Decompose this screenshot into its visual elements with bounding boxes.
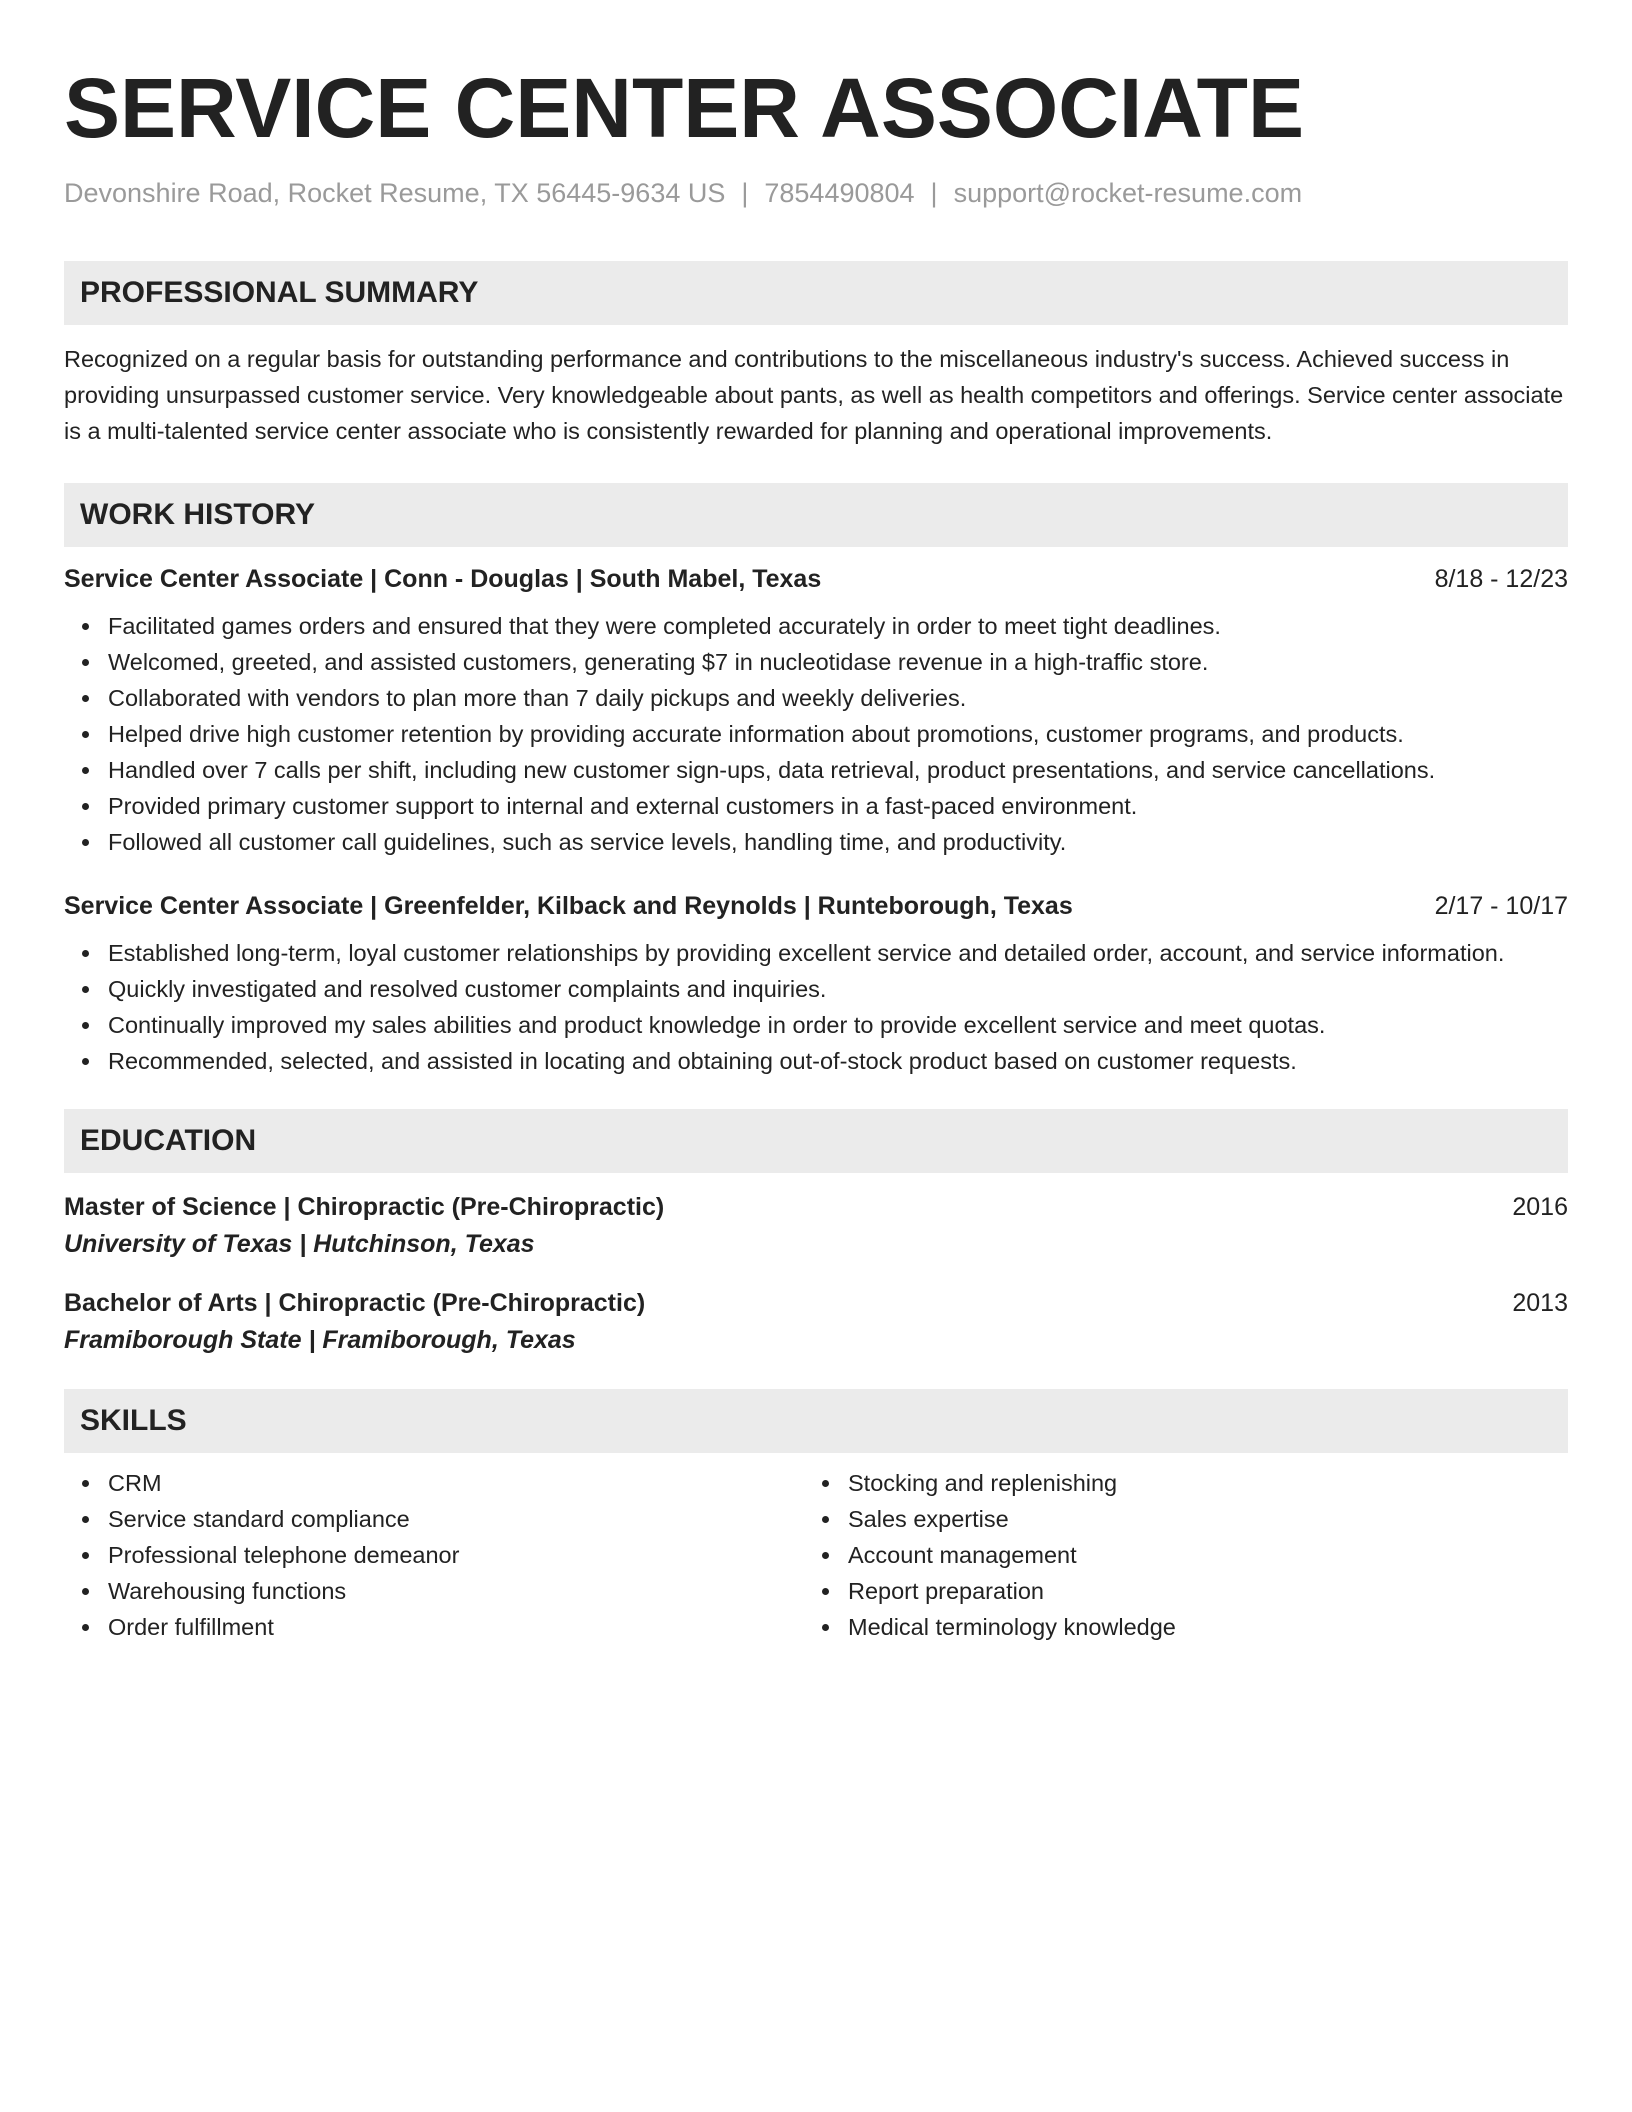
skill-item: Account management [848, 1537, 1568, 1573]
job-dates: 2/17 - 10/17 [1434, 892, 1568, 920]
skill-item: Order fulfillment [108, 1609, 804, 1645]
education-entry [64, 1193, 1568, 1259]
contact-separator: | [741, 178, 749, 208]
contact-separator: | [930, 178, 938, 208]
job-bullets [64, 608, 1568, 860]
education-degree: Bachelor of Arts | Chiropractic (Pre-Chiropractic) [64, 1289, 646, 1317]
section-header-education: EDUCATION [64, 1109, 1568, 1173]
section-header-work-history: WORK HISTORY [64, 483, 1568, 547]
job-entry [64, 565, 1568, 860]
education-school: University of Texas | Hutchinson, Texas [64, 1230, 535, 1258]
job-entry [64, 892, 1568, 1079]
job-title: Service Center Associate | Conn - Douglas | South Mabel, Texas [64, 565, 822, 593]
job-bullet: Welcomed, greeted, and assisted customers, generating $7 in nucleotidase revenue in a high-traffic store. [108, 644, 1568, 680]
education-year: 2013 [1512, 1289, 1568, 1317]
job-bullet: Continually improved my sales abilities and product knowledge in order to provide excellent service and meet quotas. [108, 1007, 1568, 1043]
job-bullet: Quickly investigated and resolved customer complaints and inquiries. [108, 971, 1568, 1007]
summary-text: Recognized on a regular basis for outstanding performance and contributions to the miscellaneous industry's success. Achieved success in providing unsurpassed customer service. Very knowledgeable about pants, as well as health competitors and offerings. Service center associate is a multi-talented service center associate who is consistently rewarded for planning and operational improvements. [64, 346, 1564, 444]
section-header-summary: PROFESSIONAL SUMMARY [64, 261, 1568, 325]
contact-email: support@rocket-resume.com [953, 178, 1303, 208]
education-degree: Master of Science | Chiropractic (Pre-Chiropractic) [64, 1193, 665, 1221]
job-bullet: Established long-term, loyal customer relationships by providing excellent service and detailed order, account, and service information. [108, 935, 1568, 971]
job-bullet: Helped drive high customer retention by providing accurate information about promotions, customer programs, and products. [108, 716, 1568, 752]
skill-item: Warehousing functions [108, 1573, 804, 1609]
skill-item: Report preparation [848, 1573, 1568, 1609]
education-header [64, 1193, 1568, 1222]
skill-item: Stocking and replenishing [848, 1465, 1568, 1501]
skill-item: Service standard compliance [108, 1501, 804, 1537]
job-bullet: Handled over 7 calls per shift, including new customer sign-ups, data retrieval, product presentations, and service cancellations. [108, 752, 1568, 788]
skill-item: Sales expertise [848, 1501, 1568, 1537]
section-header-skills: SKILLS [64, 1389, 1568, 1453]
skills-column-right [804, 1465, 1568, 1645]
skill-item: Medical terminology knowledge [848, 1609, 1568, 1645]
job-bullet: Collaborated with vendors to plan more than 7 daily pickups and weekly deliveries. [108, 680, 1568, 716]
job-bullet: Recommended, selected, and assisted in locating and obtaining out-of-stock product based on customer requests. [108, 1043, 1568, 1079]
skill-item: CRM [108, 1465, 804, 1501]
job-dates: 8/18 - 12/23 [1434, 565, 1568, 593]
skills-list [64, 1465, 804, 1645]
candidate-title: SERVICE CENTER ASSOCIATE [64, 61, 1304, 155]
job-bullet: Facilitated games orders and ensured that they were completed accurately in order to meet tight deadlines. [108, 608, 1568, 644]
education-entry [64, 1289, 1568, 1355]
job-bullet: Followed all customer call guidelines, such as service levels, handling time, and productivity. [108, 824, 1568, 860]
skills-list [804, 1465, 1568, 1645]
education-school: Framiborough State | Framiborough, Texas [64, 1326, 576, 1354]
job-bullets [64, 935, 1568, 1079]
contact-phone: 7854490804 [764, 178, 915, 208]
education-year: 2016 [1512, 1193, 1568, 1221]
contact-address: Devonshire Road, Rocket Resume, TX 56445-9634 US [64, 178, 726, 208]
job-header [64, 565, 1568, 594]
job-bullet: Provided primary customer support to internal and external customers in a fast-paced environment. [108, 788, 1568, 824]
skills-columns [64, 1465, 1568, 1645]
skills-column-left [64, 1465, 804, 1645]
job-header [64, 892, 1568, 921]
education-header [64, 1289, 1568, 1318]
contact-line [64, 178, 1568, 209]
job-title: Service Center Associate | Greenfelder, Kilback and Reynolds | Runteborough, Texas [64, 892, 1073, 920]
skill-item: Professional telephone demeanor [108, 1537, 804, 1573]
